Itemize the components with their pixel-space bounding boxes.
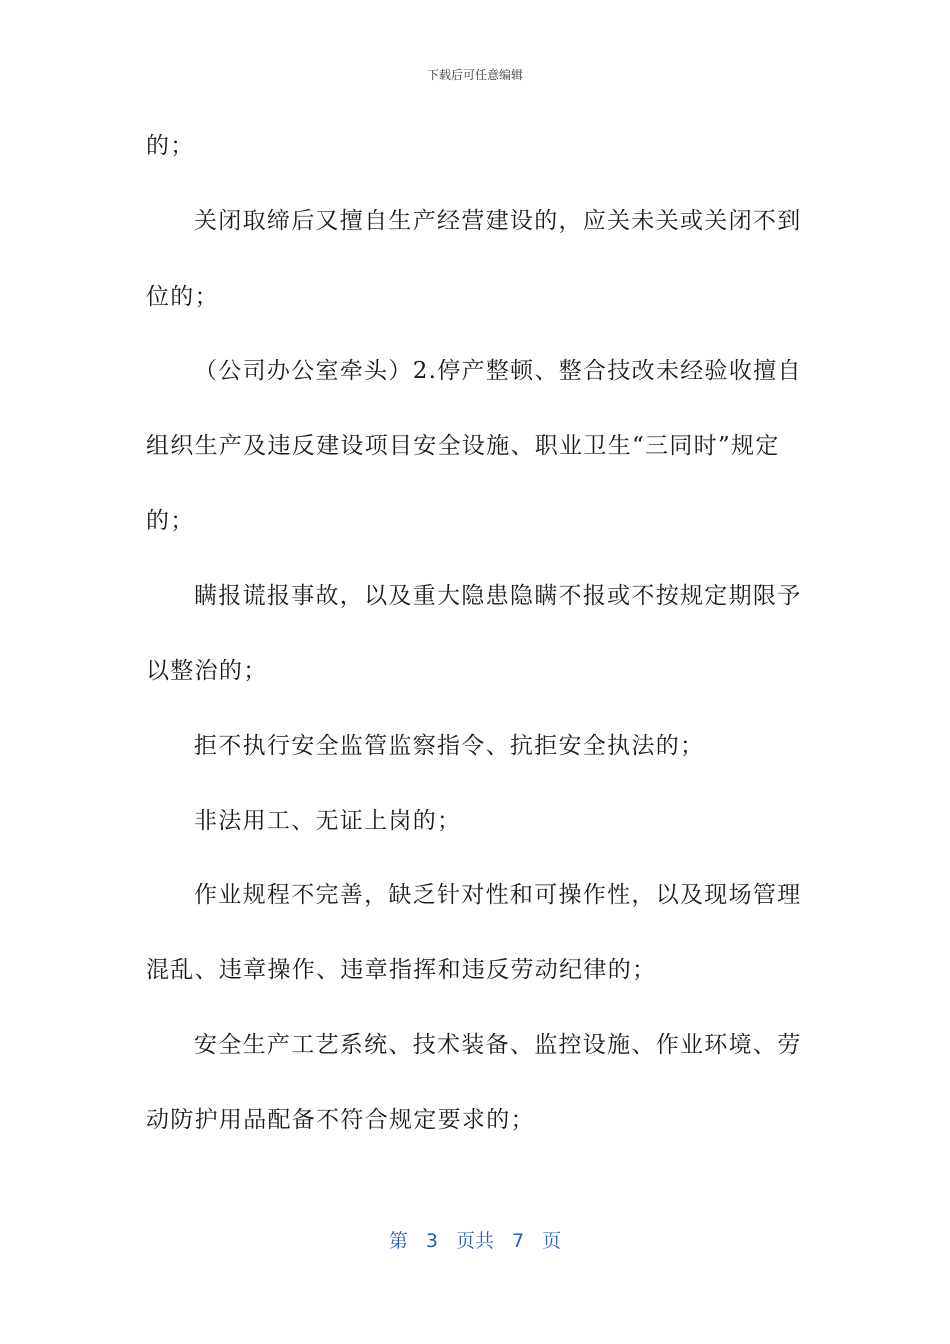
body-line: 组织生产及违反建设项目安全设施、职业卫生“三同时”规定 <box>146 433 780 459</box>
body-line: 瞒报谎报事故，以及重大隐患隐瞒不报或不按规定期限予 <box>194 583 802 609</box>
body-line: 以整治的； <box>146 658 268 684</box>
body-line: 的； <box>146 508 195 534</box>
body-line: 拒不执行安全监管监察指令、抗拒安全执法的； <box>194 733 705 759</box>
body-line: 安全生产工艺系统、技术装备、监控设施、作业环境、劳 <box>194 1032 802 1058</box>
body-line: 位的； <box>146 284 219 310</box>
body-line: 非法用工、无证上岗的； <box>194 808 462 834</box>
body-line: 混乱、违章操作、违章指挥和违反劳动纪律的； <box>146 957 657 983</box>
page-header-note: 下载后可任意编辑 <box>426 68 523 82</box>
body-line: 的； <box>146 133 195 159</box>
body-line: 作业规程不完善，缺乏针对性和可操作性，以及现场管理 <box>194 882 802 908</box>
body-line: 关闭取缔后又擅自生产经营建设的，应关未关或关闭不到 <box>194 208 802 234</box>
page-number-text: 第 3 页共 7 页 <box>388 1230 562 1252</box>
page-number-footer <box>0 1226 950 1253</box>
body-line: （公司办公室牵头）2.停产整顿、整合技改未经验收擅自 <box>194 358 802 384</box>
body-line: 动防护用品配备不符合规定要求的； <box>146 1107 535 1133</box>
